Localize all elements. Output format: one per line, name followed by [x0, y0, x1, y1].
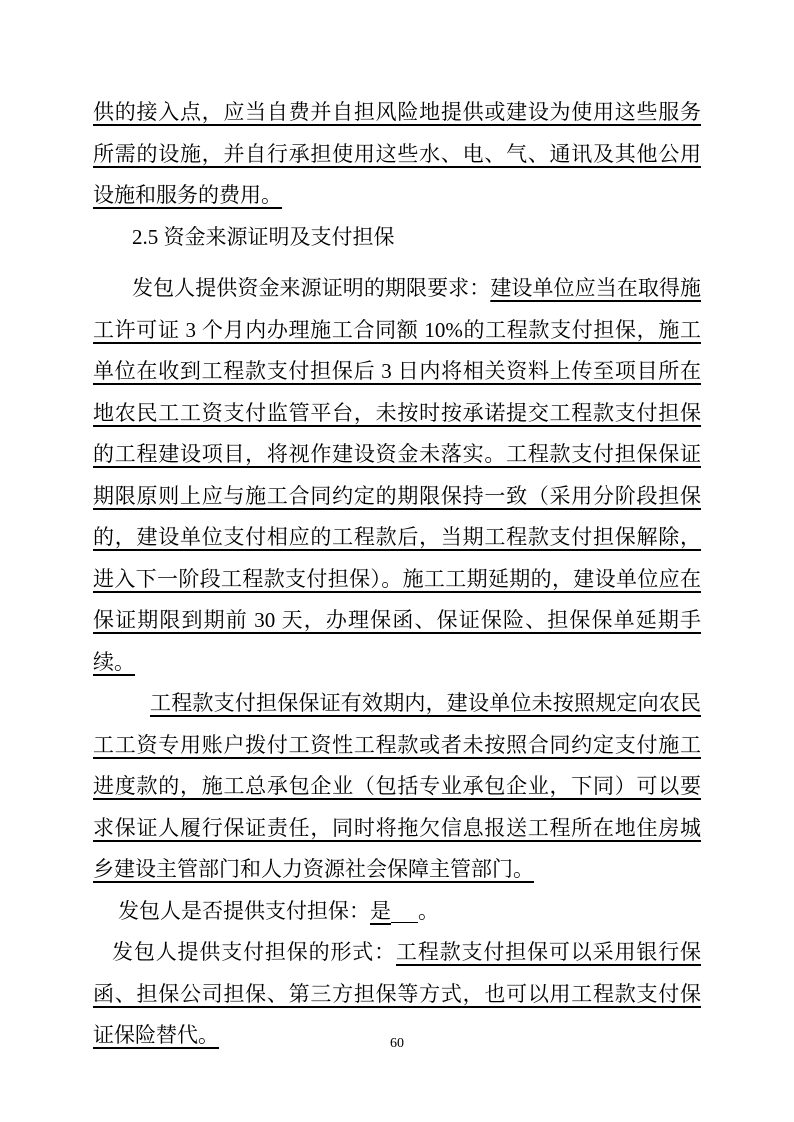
section-heading — [93, 217, 701, 259]
paragraph-funding-proof — [93, 268, 701, 683]
paragraph-guarantee-validity — [93, 683, 701, 891]
guarantee-validity-text: 工程款支付担保保证有效期内，建设单位未按照规定向农民工工资专用账户拨付工资性工程款或者未按照合同约定支付施工进度款的，施工总承包企业（包括专业承包企业，下同）可以要求保证人履行保证责任，同时将拖欠信息报送工程所在地住房城乡建设主管部门和人力资源社会保障主管部门。 — [93, 691, 701, 881]
paragraph-utilities-continuation — [93, 92, 701, 217]
funding-proof-label: 发包人提供资金来源证明的期限要求： — [132, 276, 491, 300]
guarantee-provided-label: 发包人是否提供支付担保： — [118, 898, 370, 923]
page-number: 60 — [390, 1036, 404, 1051]
section-heading-text: 2.5 资金来源证明及支付担保 — [132, 224, 395, 249]
guarantee-provided-period: 。 — [418, 898, 439, 923]
guarantee-form-label: 发包人提供支付担保的形式： — [112, 940, 396, 964]
utilities-continuation-text: 供的接入点，应当自费并自担风险地提供或建设为使用这些服务所需的设施，并自行承担使用这些水、电、气、通讯及其他公用设施和服务的费用。 — [93, 100, 701, 207]
funding-proof-text: 建设单位应当在取得施工许可证 3 个月内办理施工合同额 10%的工程款支付担保，施工单位在收到工程款支付担保后 3 日内将相关资料上传至项目所在地农民工工资支付监管平台，未按时按承诺提交工程款支付担保的工程建设项目，将视作建设资金未落实。工程款支付担保保证期限原则上应与施工合同约定的期限保持一致（采用分阶段担保的，建设单位支付相应的工程款后，当期工程款支付担保解除，进入下一阶段工程款支付担保）。施工工期延期的，建设单位应在保证期限到期前 30 天，办理保函、保证保险、担保保单延期手续。 — [93, 276, 702, 674]
answer-blank — [391, 920, 418, 923]
guarantee-provided-answer: 是 — [370, 898, 391, 923]
paragraph-guarantee-provided — [93, 891, 701, 933]
guarantee-form-text: 工程款支付担保可以采用银行保函、担保公司担保、第三方担保等方式，也可以用工程款支付保证保险替代。 — [93, 940, 701, 1047]
